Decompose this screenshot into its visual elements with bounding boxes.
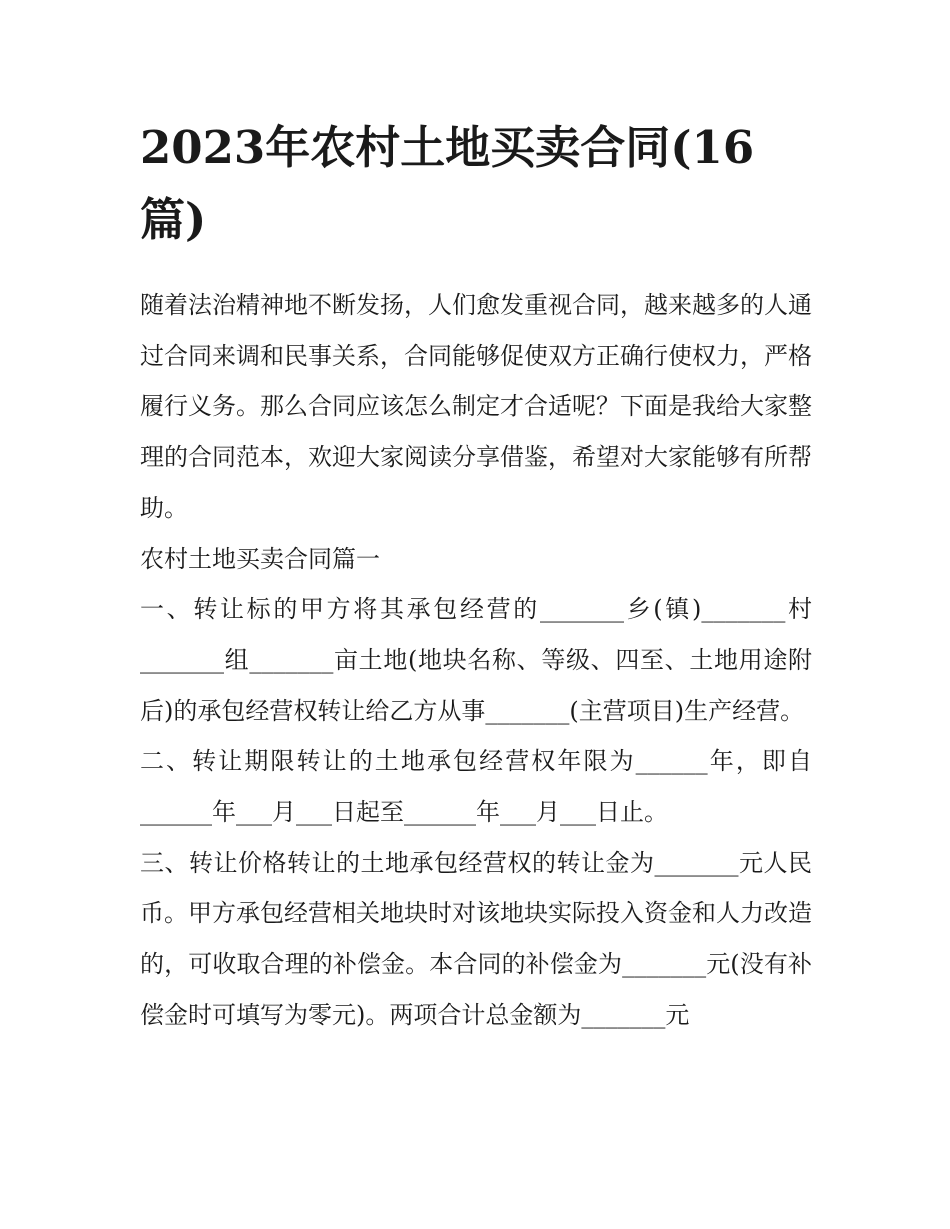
document-page	[140, 112, 812, 1041]
section-heading: 农村土地买卖合同篇一	[140, 544, 380, 573]
intro-paragraph: 随着法治精神地不断发扬，人们愈发重视合同，越来越多的人通过合同来调和民事关系，合同能够促使双方正确行使权力，严格履行义务。那么合同应该怎么制定才合适呢？下面是我给大家整理的合同范本，欢迎大家阅读分享借鉴，希望对大家能够有所帮助。	[140, 291, 812, 522]
clause-3-paragraph: 三、转让价格转让的土地承包经营权的转让金为_______元人民币。甲方承包经营相关地块时对该地块实际投入资金和人力改造的，可收取合理的补偿金。本合同的补偿金为_______元(没有补偿金时可填写为零元)。两项合计总金额为_______元	[140, 848, 812, 1029]
document-title: 2023年农村土地买卖合同(16篇)	[140, 121, 755, 246]
clause-2-paragraph: 二、转让期限转让的土地承包经营权年限为______年，即自______年___月___日起至______年___月___日止。	[140, 747, 812, 827]
document-body	[140, 280, 812, 1041]
clause-1-paragraph: 一、转让标的甲方将其承包经营的_______乡(镇)_______村_______组_______亩土地(地块名称、等级、四至、土地用途附后)的承包经营权转让给乙方从事_______(主营项目)生产经营。	[140, 595, 812, 725]
